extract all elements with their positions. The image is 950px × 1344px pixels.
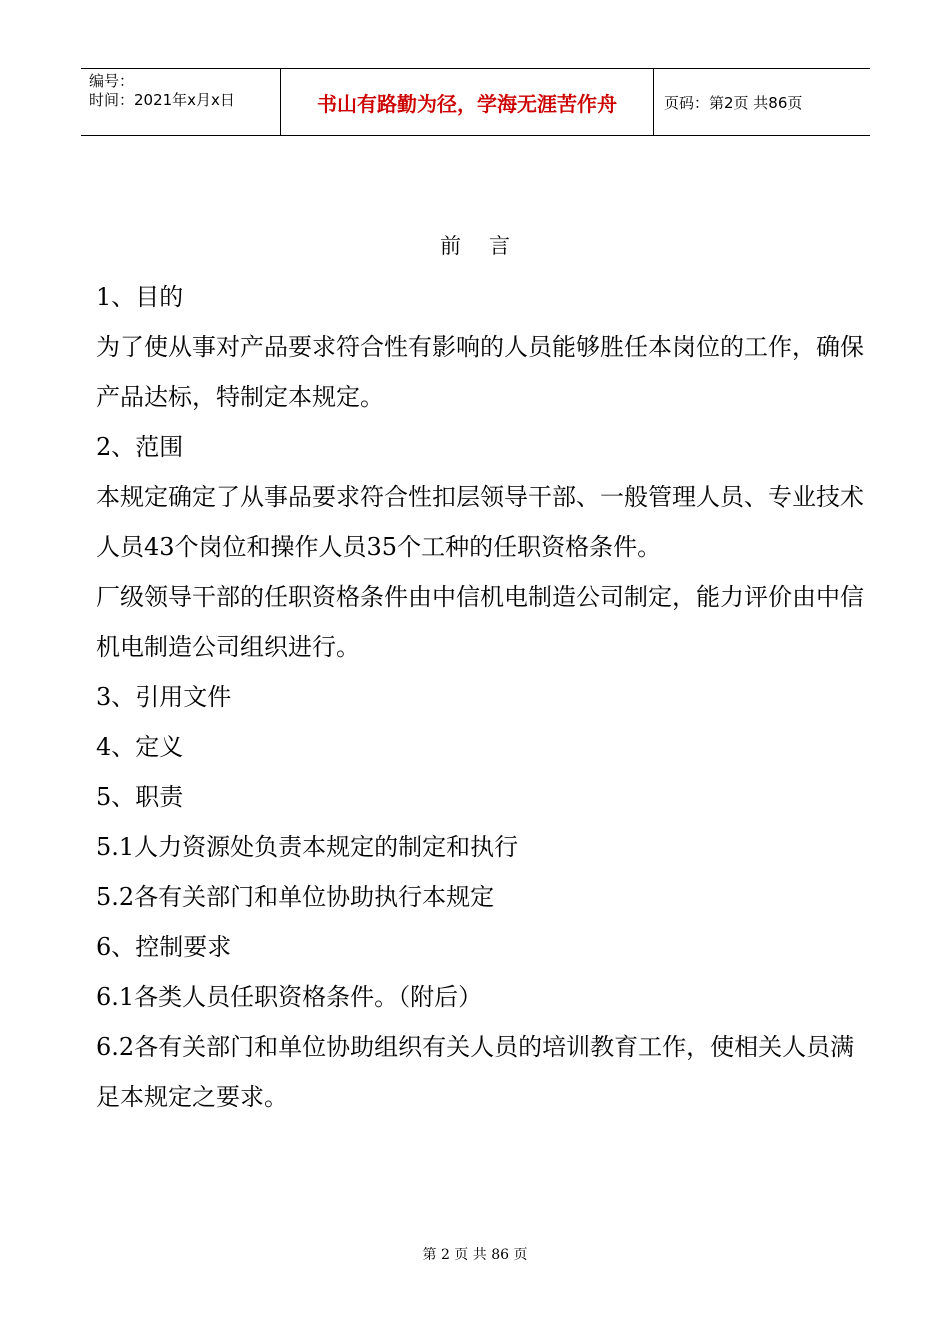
page-footer: 第 2 页 共 86 页 bbox=[422, 1247, 528, 1263]
section-heading: 5、职责 bbox=[96, 783, 184, 811]
paragraph: 5.2各有关部门和单位协助执行本规定 bbox=[96, 883, 495, 911]
document-time: 时间：2021年x月x日 bbox=[89, 91, 235, 109]
section-heading: 6、控制要求 bbox=[96, 933, 232, 961]
section-heading: 1、目的 bbox=[96, 283, 184, 311]
document-body bbox=[96, 272, 866, 1122]
paragraph: 5.1人力资源处负责本规定的制定和执行 bbox=[96, 833, 519, 861]
header-motto: 书山有路勤为径，学海无涯苦作舟 bbox=[281, 69, 654, 135]
paragraph: 为了使从事对产品要求符合性有影响的人员能够胜任本岗位的工作，确保产品达标，特制定本规定。 bbox=[96, 333, 864, 411]
header-meta bbox=[81, 69, 281, 135]
section-heading: 3、引用文件 bbox=[96, 683, 232, 711]
paragraph: 6.1各类人员任职资格条件。（附后） bbox=[96, 983, 483, 1011]
paragraph: 本规定确定了从事品要求符合性扣层领导干部、一般管理人员、专业技术人员43个岗位和操作人员35个工种的任职资格条件。 bbox=[96, 483, 864, 561]
section-heading: 4、定义 bbox=[96, 733, 184, 761]
document-number-label: 编号： bbox=[89, 72, 135, 90]
paragraph: 厂级领导干部的任职资格条件由中信机电制造公司制定，能力评价由中信机电制造公司组织进行。 bbox=[96, 583, 864, 661]
document-title: 前言 bbox=[440, 234, 538, 258]
page-header bbox=[81, 68, 870, 136]
paragraph: 6.2各有关部门和单位协助组织有关人员的培训教育工作，使相关人员满足本规定之要求。 bbox=[96, 1033, 855, 1111]
header-page-info: 页码：第2页 共86页 bbox=[664, 93, 803, 112]
section-heading: 2、范围 bbox=[96, 433, 184, 461]
